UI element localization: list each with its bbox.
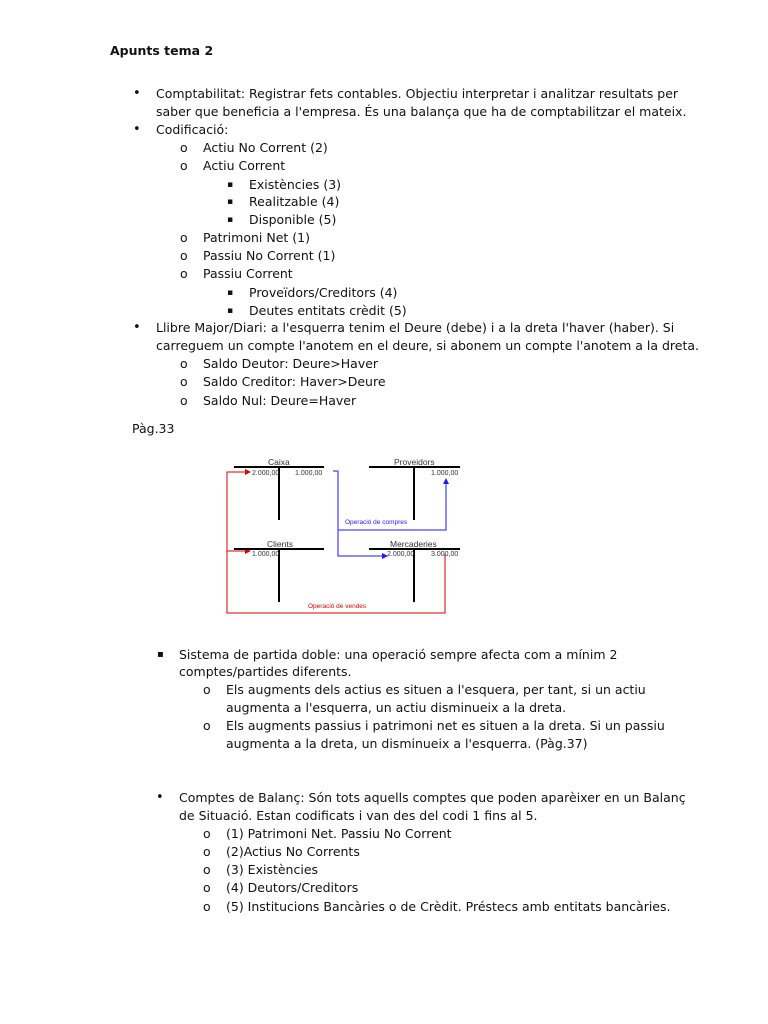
sub-bullet: o <box>180 356 188 371</box>
purchase-flow-line <box>333 471 387 556</box>
bullet: • <box>133 320 141 335</box>
list-item-text: Els augments dels actius es situen a l'esquera, per tant, si un actiu <box>226 682 646 697</box>
list-item-text: Actiu No Corrent (2) <box>203 140 328 155</box>
square-bullet: ▪ <box>227 197 234 207</box>
list-item-text: Saldo Creditor: Haver>Deure <box>203 374 386 389</box>
sub-bullet: o <box>180 374 188 389</box>
bullet: • <box>133 122 141 137</box>
sub-bullet: o <box>180 158 188 173</box>
square-bullet: ▪ <box>227 306 234 316</box>
mercaderies-account-name: Mercaderies <box>390 539 437 549</box>
sub-bullet: o <box>180 266 188 281</box>
list-item-text: (5) Institucions Bancàries o de Crèdit. Préstecs amb entitats bancàries. <box>226 899 671 914</box>
list-item-text: Patrimoni Net (1) <box>203 230 310 245</box>
purchase-operation-label: Operació de compres <box>345 519 408 526</box>
list-item-text: Proveïdors/Creditors (4) <box>249 285 398 300</box>
caixa-debit-value: 2.000,00 <box>252 470 280 477</box>
list-item-text: Actiu Corrent <box>203 158 286 173</box>
list-item-text: de Situació. Estan codificats i van des del codi 1 fins al 5. <box>179 808 538 823</box>
page-reference: Pàg.33 <box>132 421 175 436</box>
list-item-text: (3) Existències <box>226 862 319 877</box>
list-item-text: comptes/partides diferents. <box>179 664 352 679</box>
sub-bullet: o <box>180 248 188 263</box>
sub-bullet: o <box>180 393 188 408</box>
list-item-text: augmenta a l'esquerra, un actiu disminueix a la dreta. <box>226 700 567 715</box>
list-item-text: Existències (3) <box>249 177 342 192</box>
list-item-text: Comptabilitat: Registrar fets contables. Objectiu interpretar i analitzar resultats per <box>156 86 679 101</box>
list-item-text: Comptes de Balanç: Són tots aquells comptes que poden aparèixer en un Balanç <box>179 790 686 805</box>
bullet: • <box>156 790 164 805</box>
sub-bullet: o <box>203 682 211 697</box>
list-item-text: Sistema de partida doble: una operació sempre afecta com a mínim 2 <box>179 647 618 662</box>
list-item-text: (4) Deutors/Creditors <box>226 880 359 895</box>
list-item-text: (1) Patrimoni Net. Passiu No Corrent <box>226 826 452 841</box>
list-item-text: Codificació: <box>156 122 229 137</box>
mercaderies-credit-value: 3.000,00 <box>431 551 459 558</box>
square-bullet: ▪ <box>227 288 234 298</box>
mercaderies-debit-value: 2.000,00 <box>387 551 415 558</box>
sub-bullet: o <box>203 862 211 877</box>
caixa-account-name: Caixa <box>268 457 290 467</box>
list-item-text: Realitzable (4) <box>249 194 340 209</box>
list-item-text: augmenta a la dreta, un disminueix a l'esquerra. (Pàg.37) <box>226 736 588 751</box>
list-item-text: (2)Actius No Corrents <box>226 844 360 859</box>
clients-account-name: Clients <box>267 539 293 549</box>
document-title: Apunts tema 2 <box>110 43 214 58</box>
list-item-text: Els augments passius i patrimoni net es situen a la dreta. Si un passiu <box>226 718 665 733</box>
list-item-text: Disponible (5) <box>249 212 337 227</box>
list-item-text: Saldo Nul: Deure=Haver <box>203 393 357 408</box>
list-item-text: Passiu No Corrent (1) <box>203 248 336 263</box>
proveidors-account-name: Proveidors <box>394 457 435 467</box>
clients-debit-value: 1.000,00 <box>252 551 280 558</box>
sub-bullet: o <box>180 230 188 245</box>
list-item-text: Deutes entitats crèdit (5) <box>249 303 407 318</box>
sub-bullet: o <box>180 140 188 155</box>
caixa-credit-value: 1.000,00 <box>295 470 323 477</box>
sub-bullet: o <box>203 899 211 914</box>
t-account-diagram <box>220 452 460 617</box>
sales-operation-label: Operació de vendes <box>308 603 367 610</box>
list-item-text: carreguem un compte l'anotem en el deure, si abonem un compte l'anotem a la dreta. <box>156 338 699 353</box>
square-bullet: ▪ <box>227 180 234 190</box>
list-item-text: Passiu Corrent <box>203 266 293 281</box>
square-bullet: ▪ <box>157 649 164 660</box>
proveidors-credit-value: 1.000,00 <box>431 470 459 477</box>
list-item-text: saber que beneficia a l'empresa. És una balança que ha de comptabilitzar el mateix. <box>156 104 687 119</box>
sub-bullet: o <box>203 826 211 841</box>
sub-bullet: o <box>203 718 211 733</box>
sub-bullet: o <box>203 880 211 895</box>
square-bullet: ▪ <box>227 215 234 225</box>
sub-bullet: o <box>203 844 211 859</box>
bullet: • <box>133 86 141 101</box>
list-item-text: Saldo Deutor: Deure>Haver <box>203 356 379 371</box>
list-item-text: Llibre Major/Diari: a l'esquerra tenim el Deure (debe) i a la dreta l'haver (haber). Si <box>156 320 675 335</box>
